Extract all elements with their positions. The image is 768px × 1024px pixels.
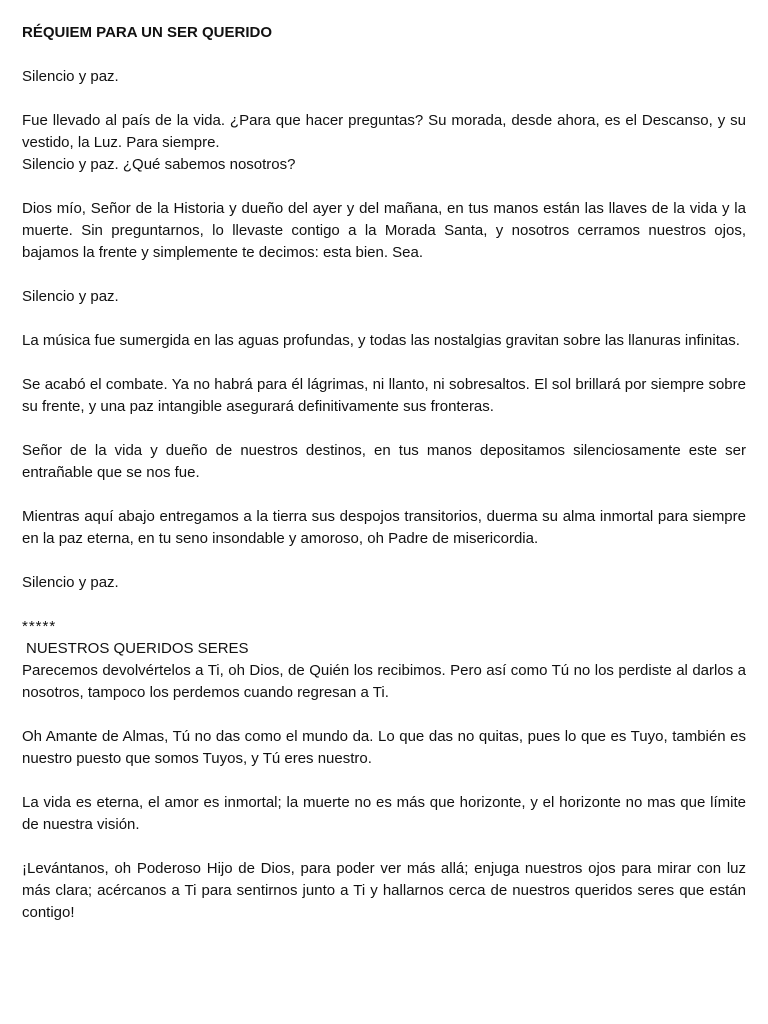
paragraph-musica: La música fue sumergida en las aguas profundas, y todas las nostalgias gravitan sobre las llanuras infinitas. — [22, 332, 740, 349]
paragraph-dios-mio: Dios mío, Señor de la Historia y dueño del ayer y del mañana, en tus manos están las llaves de la vida y la muerte. Sin preguntarnos, lo llevaste contigo a la Morada Santa, y nosotros cerramos nuestros ojos, bajamos la frente y simplemente te decimos: esta bien. Sea. — [22, 200, 746, 261]
paragraph-fue-llevado: Fue llevado al país de la vida. ¿Para que hacer preguntas? Su morada, desde ahora, es el Descanso, y su vestido, la Luz. Para siempre. — [22, 112, 746, 151]
paragraph-levantanos: ¡Levántanos, oh Poderoso Hijo de Dios, para poder ver más allá; enjuga nuestros ojos para mirar con luz más clara; acércanos a Ti para sentirnos junto a Ti y hallarnos cerca de nuestros queridos seres que están contigo! — [22, 860, 746, 921]
document-title: RÉQUIEM PARA UN SER QUERIDO — [22, 24, 273, 41]
paragraph-parecemos: Parecemos devolvértelos a Ti, oh Dios, de Quién los recibimos. Pero así como Tú no los perdiste al darlos a nosotros, tampoco los perdemos cuando regresan a Ti. — [22, 662, 746, 701]
section-subtitle: NUESTROS QUERIDOS SERES — [26, 640, 249, 657]
paragraph-que-sabemos: Silencio y paz. ¿Qué sabemos nosotros? — [22, 156, 296, 173]
paragraph-vida-eterna: La vida es eterna, el amor es inmortal; la muerte no es más que horizonte, y el horizonte no mas que límite de nuestra visión. — [22, 794, 746, 833]
paragraph-combate: Se acabó el combate. Ya no habrá para él lágrimas, ni llanto, ni sobresaltos. El sol brillará por siempre sobre su frente, y una paz intangible asegurará definitivamente sus fronteras. — [22, 376, 746, 415]
paragraph-silencio-3: Silencio y paz. — [22, 574, 119, 591]
section-separator: ***** — [22, 618, 57, 635]
paragraph-silencio-2: Silencio y paz. — [22, 288, 119, 305]
paragraph-mientras: Mientras aquí abajo entregamos a la tierra sus despojos transitorios, duerma su alma inmortal para siempre en la paz eterna, en tu seno insondable y amoroso, oh Padre de misericordia. — [22, 508, 746, 547]
paragraph-silencio-1: Silencio y paz. — [22, 68, 119, 85]
document-page — [22, 22, 746, 946]
paragraph-senor-vida: Señor de la vida y dueño de nuestros destinos, en tus manos depositamos silenciosamente este ser entrañable que se nos fue. — [22, 442, 746, 481]
paragraph-amante-almas: Oh Amante de Almas, Tú no das como el mundo da. Lo que das no quitas, pues lo que es Tuyo, también es nuestro puesto que somos Tuyos, y Tú eres nuestro. — [22, 728, 746, 767]
